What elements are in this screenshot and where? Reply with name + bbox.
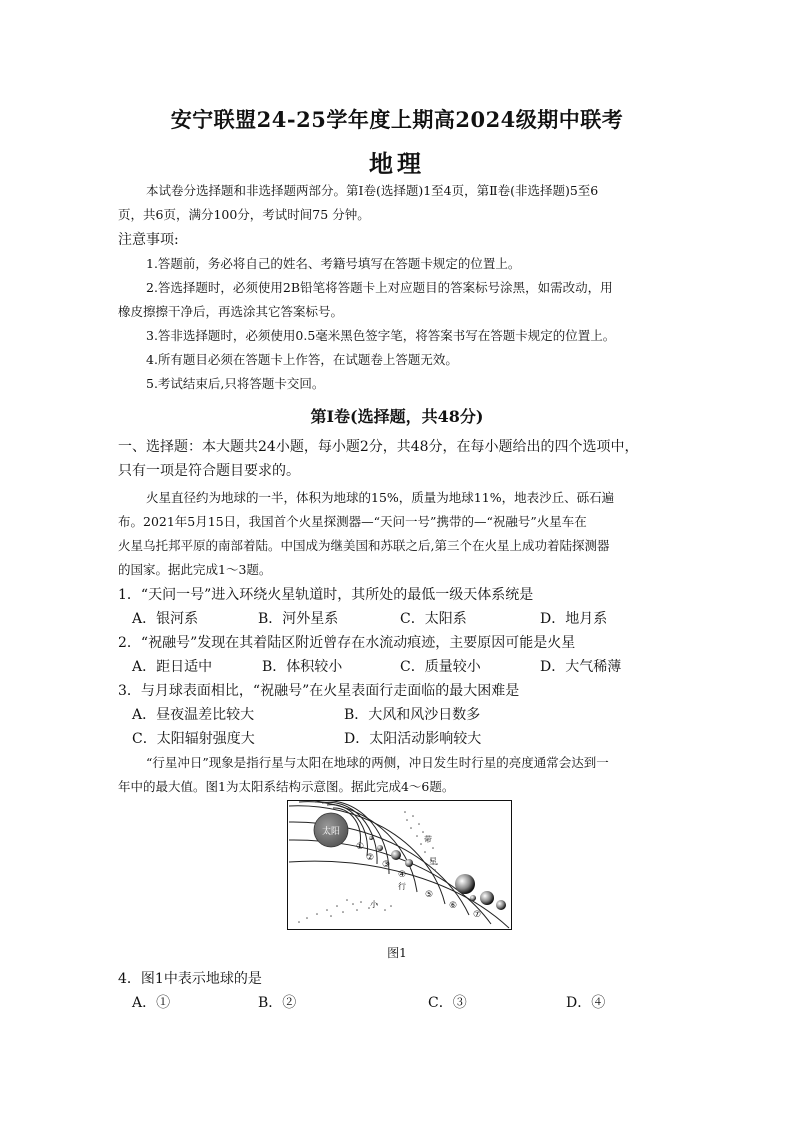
orbit-label-3: ③	[382, 860, 391, 870]
q4-option-a[interactable]: A．①	[132, 995, 171, 1011]
orbit-label-7: ⑦	[473, 910, 482, 920]
notice-title: 注意事项:	[118, 232, 179, 248]
belt-char-3: 行	[398, 882, 406, 891]
question-3-stem: 3．与月球表面相比，“祝融号”在火星表面行走面临的最大困难是	[118, 683, 520, 699]
orbit-label-4: ④	[398, 870, 407, 880]
planet-1-icon	[369, 836, 373, 840]
planet-5-icon	[455, 874, 475, 894]
notice-2-cont: 橡皮擦擦干净后，再选涂其它答案标号。	[118, 304, 344, 319]
question-1-stem: 1．“天问一号”进入环绕火星轨道时，其所处的最低一级天体系统是	[118, 587, 534, 603]
question-4-stem: 4．图1中表示地球的是	[118, 971, 262, 987]
question-2-stem: 2．“祝融号”发现在其着陆区附近曾存在水流动痕迹，主要原因可能是火星	[118, 635, 576, 651]
figure-caption: 图1	[387, 946, 407, 960]
exam-title: 安宁联盟24-25学年度上期高2024级期中联考	[170, 107, 624, 132]
q2-option-c[interactable]: C．质量较小	[400, 659, 481, 675]
q3-option-b[interactable]: B．大风和风沙日数多	[344, 707, 481, 723]
section-title: 第Ⅰ卷(选择题，共48分)	[310, 407, 484, 426]
section-intro-1: 一、选择题：本大题共24小题，每小题2分，共48分，在每小题给出的四个选项中，	[118, 439, 639, 455]
orbit-label-2: ②	[366, 853, 375, 863]
passage2-line-1: “行星冲日”现象是指行星与太阳在地球的两侧，冲日发生时行星的亮度通常会达到一	[146, 755, 609, 770]
planet-3-icon	[391, 850, 401, 860]
sun-label: 太阳	[321, 827, 341, 837]
notice-3: 3.答非选择题时，必须使用0.5毫米黑色签字笔，将答案书写在答题卡规定的位置上。	[146, 328, 616, 343]
belt-char-1: 带	[424, 835, 432, 844]
q1-option-d[interactable]: D．地月系	[540, 611, 608, 627]
orbit-label-6: ⑥	[449, 901, 458, 911]
q1-option-b[interactable]: B．河外星系	[258, 611, 339, 627]
notice-2: 2.答选择题时，必须使用2B铅笔将答题卡上对应题目的答案标号涂黑，如需改动，用	[146, 280, 613, 295]
section-intro-2: 只有一项是符合题目要求的。	[118, 463, 300, 479]
notice-5: 5.考试结束后,只将答题卡交回。	[146, 376, 325, 391]
notice-1: 1.答题前，务必将自己的姓名、考籍号填写在答题卡规定的位置上。	[146, 256, 521, 271]
subject-title: 地理	[369, 149, 425, 178]
belt-char-2: 星	[429, 857, 437, 866]
intro-line-1: 本试卷分选择题和非选择题两部分。第Ⅰ卷(选择题)1至4页，第Ⅱ卷(非选择题)5至6	[146, 183, 599, 198]
orbit-label-5: ⑤	[425, 890, 434, 900]
notice-4: 4.所有题目必须在答题卡上作答，在试题卷上答题无效。	[146, 352, 458, 367]
q4-option-c[interactable]: C．③	[428, 995, 467, 1011]
q3-option-c[interactable]: C．太阳辐射强度大	[132, 731, 255, 747]
passage1-line-2: 布。2021年5月15日，我国首个火星探测器—“天问一号”携带的—“祝融号”火星车在	[118, 514, 587, 529]
q2-option-a[interactable]: A．距日适中	[132, 659, 213, 675]
solar-system-figure	[287, 800, 512, 930]
passage1-line-4: 的国家。据此完成1～3题。	[118, 562, 272, 577]
passage1-line-1: 火星直径约为地球的一半，体积为地球的15%，质量为地球11%，地表沙丘、砾石遍	[146, 490, 615, 505]
q1-option-a[interactable]: A．银河系	[132, 611, 199, 627]
q2-option-d[interactable]: D．大气稀薄	[540, 659, 622, 675]
passage2-line-2: 年中的最大值。图1为太阳系结构示意图。据此完成4～6题。	[118, 779, 455, 794]
belt-char-4: 小	[370, 900, 378, 909]
q3-option-d[interactable]: D．太阳活动影响较大	[344, 731, 482, 747]
intro-line-2: 页，共6页，满分100分，考试时间75 分钟。	[118, 207, 370, 222]
orbit-label-1: ①	[356, 842, 365, 852]
q3-option-a[interactable]: A．昼夜温差比较大	[132, 707, 255, 723]
q4-option-b[interactable]: B．②	[258, 995, 297, 1011]
planet-4-icon	[405, 859, 413, 867]
planet-7-icon	[470, 895, 476, 901]
planet-8-icon	[496, 900, 506, 910]
q1-option-c[interactable]: C．太阳系	[400, 611, 467, 627]
q2-option-b[interactable]: B．体积较小	[262, 659, 343, 675]
planet-6-icon	[480, 891, 494, 905]
passage1-line-3: 火星乌托邦平原的南部着陆。中国成为继美国和苏联之后,第三个在火星上成功着陆探测器	[118, 538, 610, 553]
q4-option-d[interactable]: D．④	[566, 995, 606, 1011]
planet-2-icon	[377, 845, 383, 851]
